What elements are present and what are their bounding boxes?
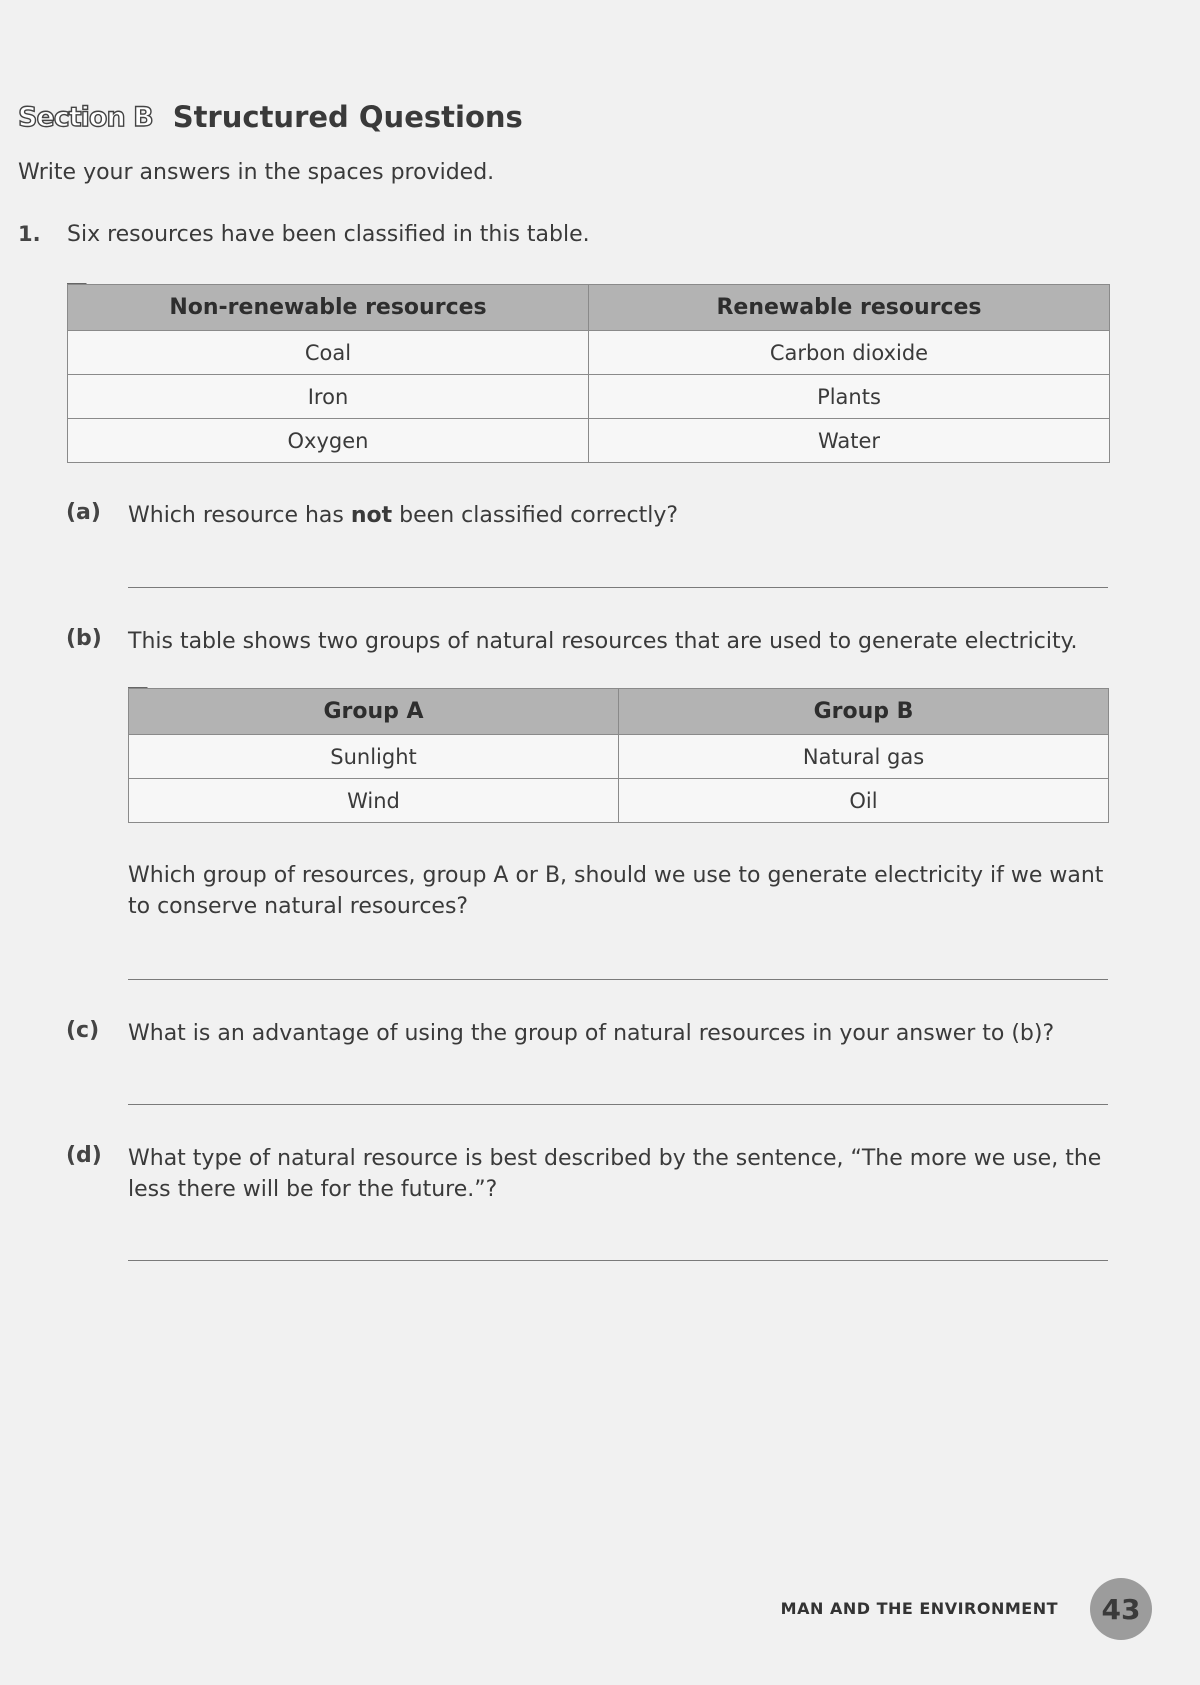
question-number: 1. [18, 222, 41, 246]
table-cell: Water [589, 419, 1110, 463]
table-cell: Wind [129, 779, 619, 823]
table-row [68, 375, 1110, 419]
table-cell: Oil [619, 779, 1109, 823]
table-header-row [68, 285, 1110, 331]
table-cell: Iron [68, 375, 589, 419]
table-row [129, 735, 1109, 779]
answer-line-c[interactable] [128, 1104, 1108, 1105]
part-a-text-before: Which resource has [128, 503, 351, 528]
table-header-cell: Renewable resources [589, 285, 1110, 331]
section-title: Structured Questions [172, 100, 523, 134]
table-cell: Oxygen [68, 419, 589, 463]
section-tag: Section B [18, 101, 153, 133]
resources-table [67, 284, 1110, 463]
part-b-question: Which group of resources, group A or B, should we use to generate electricity if we want to conserve natural resources? [128, 863, 1104, 919]
table-cell: Sunlight [129, 735, 619, 779]
part-a-text-bold: not [350, 503, 393, 528]
table-row [129, 779, 1109, 823]
table-header-cell: Group A [129, 689, 619, 735]
table-header-row [129, 689, 1109, 735]
answer-line-a[interactable] [128, 587, 1108, 588]
answer-line-d[interactable] [128, 1260, 1108, 1261]
part-a-question [128, 500, 1108, 531]
section-header [18, 100, 523, 134]
part-c-text: What is an advantage of using the group of natural resources in your answer to (b)? [128, 1021, 1055, 1046]
instruction-text: Write your answers in the spaces provided. [18, 160, 495, 185]
part-d-text: What type of natural resource is best described by the sentence, “The more we use, the less there will be for the future.”? [128, 1146, 1102, 1202]
part-a-label: (a) [66, 500, 101, 525]
table-cell: Natural gas [619, 735, 1109, 779]
part-b-text: This table shows two groups of natural resources that are used to generate electricity. [128, 629, 1078, 654]
table-header-cell: Non-renewable resources [68, 285, 589, 331]
table-row [68, 331, 1110, 375]
question-text: Six resources have been classified in this table. [67, 222, 590, 247]
groups-table [128, 688, 1109, 823]
table-cell: Plants [589, 375, 1110, 419]
table-header-cell: Group B [619, 689, 1109, 735]
table-cell: Carbon dioxide [589, 331, 1110, 375]
table-cell: Coal [68, 331, 589, 375]
answer-line-b[interactable] [128, 979, 1108, 980]
part-c-label: (c) [66, 1018, 100, 1043]
part-a-text-after: been classified correctly? [392, 503, 679, 528]
part-d-label: (d) [66, 1143, 102, 1168]
part-b-label: (b) [66, 626, 102, 651]
page-number: 43 [1090, 1578, 1152, 1640]
table-row [68, 419, 1110, 463]
chapter-title: MAN AND THE ENVIRONMENT [780, 1599, 1058, 1618]
